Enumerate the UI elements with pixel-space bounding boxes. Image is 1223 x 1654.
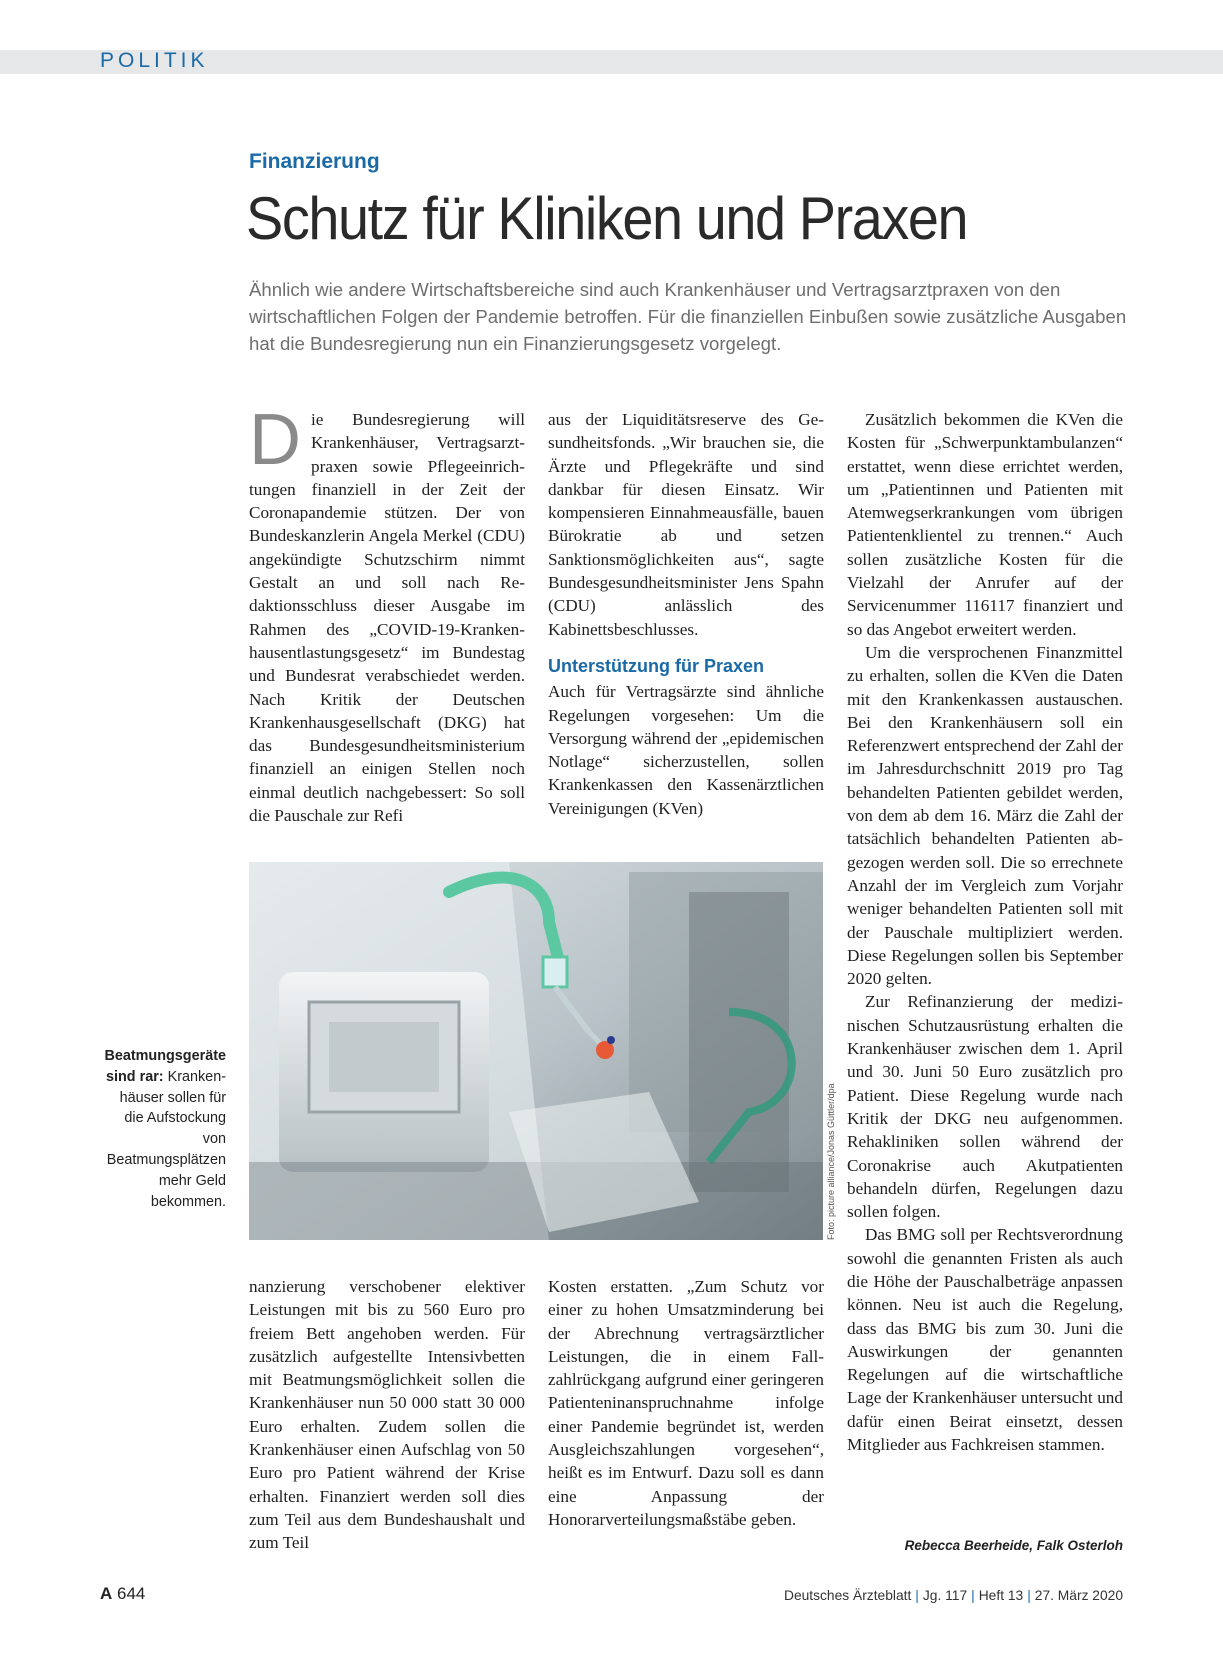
caption-text: Krankenhäuser sollen für die Aufstockung von Beatmungsplätzen mehr Geld bekommen. (106, 1068, 226, 1210)
column-3-paragraph: Zusätzlich bekommen die KVen die Kosten für „Schwerpunktambulanzen“ erstattet, wenn diese errichtet werden, um „Patientinnen und Patienten mit Atemwegserkrankungen vom übrigen Patientenklientel zu trennen.“ Auch sollen zusätzliche Kosten für die Vielzahl der Anrufer auf der Servicenummer 116117 finanziert und so das Angebot erweitert werden. (847, 410, 1123, 639)
footer-journal-info: Deutsches Ärzteblatt | Jg. 117 | Heft 13 | 27. März 2020 (783, 1588, 1123, 1603)
journal-volume: Jg. 117 (922, 1588, 968, 1603)
article-lead: Ähnlich wie andere Wirtschaftsbereiche sind auch Krankenhäuser und Vertragsarztpraxen von den wirtschaftlichen Folgen der Pandemie betroffen. Für die finanziellen Einbußen sowie zusätzliche Ausgaben hat die Bundesregierung nun ein Finanzierungsgesetz vorgelegt. (249, 279, 1127, 354)
article-kicker: Finanzierung (249, 150, 380, 173)
column-1-bottom-text: nanzierung verschobener elektiver Leistungen mit bis zu 560 Euro pro freiem Bett angehoben werden. Für zusätzlich aufgestellte Intensivbetten mit Beatmungsmöglichkeit sollen die Krankenhäuser nun 50 000 statt 30 000 Euro erhalten. Zudem sollen die Krankenhäuser einen Aufschlag von 50 Euro pro Patient während der Krise erhalten. Finanziert werden soll dies zum Teil aus dem Bundeshaushalt und zum Teil (249, 1277, 525, 1553)
photo-caption (100, 1046, 226, 1212)
column-2-top-text: aus der Liquiditätsreserve des Gesundheitsfonds. „Wir brauchen sie, die Ärzte und Pflegekräfte und sind dankbar für diesen Einsatz. Wir kompensieren Einnahmeausfälle, bauen Bürokratie ab und setzen Sanktionsmöglichkeiten aus“, sagte Bundesgesundheitsminister Jens Spahn (CDU) anlässlich des Kabinettsbeschlusses. (548, 410, 824, 639)
caption-bold: Beatmungsgeräte sind rar: (104, 1048, 226, 1085)
photo-credit: Foto: picture alliance/Jonas Güttler/dpa (826, 1083, 836, 1240)
article-headline: Schutz für Kliniken und Praxen (246, 185, 968, 252)
column-2-bottom (548, 1275, 824, 1531)
column-3-paragraph: Um die versprochenen Finanzmittel zu erhalten, sollen die KVen die Daten mit den Krankenkassen austauschen. Bei den Krankenhäusern soll ein Referenzwert entsprechend der Zahl der im Jahresdurchschnitt 2019 pro Tag behandelten Patienten gebildet werden, von dem ab dem 16. März die Zahl der tatsächlich behandelten Patienten abgezogen werden soll. Die so errechnete Anzahl der im Vergleich zum Vorjahr weniger behandelten Patienten soll mit der Pauschale multipliziert werden. Diese Regelungen sollen bis September 2020 gelten. (847, 642, 1123, 989)
column-2-top (548, 408, 824, 828)
drop-cap: D (249, 400, 301, 480)
column-1-top (249, 400, 525, 828)
ventilator-photo (249, 862, 823, 1240)
article-authors: Rebecca Beerheide, Falk Osterloh (904, 1538, 1123, 1553)
column-3-paragraph: Das BMG soll per Rechtsverordnung sowohl die genannten Fristen als auch die Höhe der Pauschalbeträge anpassen können. Neu ist auch die Regelung, dass das BMG bis zum 30. Juni die Auswirkungen der genannten Regelungen auf die wirtschaftliche Lage der Krankenhäuser untersucht und dafür einen Beirat einsetzt, dessen Mitglieder aus Fachkreisen stammen. (847, 1225, 1123, 1455)
subheading: Unterstützung für Praxen (548, 655, 765, 676)
ventilator-illustration (249, 862, 823, 1240)
page-number-value: 644 (117, 1584, 146, 1603)
column-3-paragraph: Zur Refinanzierung der medizinischen Schutzausrüstung erhalten die Krankenhäuser zwischen dem 1. April und 30. Juni 50 Euro zusätzlich pro Patient. Diese Regelung wurde nach Kritik der DKG neu aufgenommen. Rehakliniken sollen während der Coronakrise auch Akutpatienten behandeln dürfen, Regelungen dazu sollen folgen. (847, 992, 1123, 1222)
column-2-bottom-text: Kosten erstatten. „Zum Schutz vor einer zu hohen Umsatzminderung bei der Abrechnung vertragsärztlicher Leistungen, die in einem Fallzahlrückgang aufgrund einer geringeren Patienteninanspruchnahme infolge einer Pandemie begründet ist, werden Ausgleichszahlungen vorgesehen“, heißt es im Entwurf. Dazu soll es dann eine Anpassung der Honorarverteilungsmaßstäbe geben. (548, 1277, 824, 1529)
journal-name: Deutsches Ärzteblatt (783, 1588, 912, 1603)
column-2-top-text-2: Auch für Vertragsärzte sind ähnliche Regelungen vorgesehen: Um die Versorgung während der „epidemischen Notlage“ sicherzustellen, sollen Krankenkassen den Kassenärztlichen Vereinigungen (KVen) (548, 682, 824, 818)
column-1-top-text: ie Bundesregierung will Krankenhäuser, Vertragsarztpraxen sowie Pflegeeinrichtungen finanziell in der Zeit der Coronapandemie stützen. Der von Bundeskanzlerin Angela Merkel (CDU) angekündigte Schutzschirm nimmt Gestalt an und soll nach Redaktionsschluss dieser Ausgabe im Rahmen des „COVID-19-Krankenhausentlastungsgesetz“ im Bundestag und Bundesrat verabschiedet werden. Nach Kritik der Deutschen Krankenhausgesellschaft (DKG) hat das Bundesgesundheitsministerium finanziell an einigen Stellen noch einmal deutlich nachgebessert: So soll die Pauschale zur Refi (249, 410, 525, 826)
column-3 (847, 408, 1123, 1538)
page-number (100, 1584, 145, 1604)
journal-date: 27. März 2020 (1034, 1588, 1123, 1603)
page-prefix: A (100, 1584, 113, 1603)
section-label: POLITIK (100, 49, 209, 72)
journal-issue: Heft 13 (978, 1588, 1024, 1603)
column-1-bottom (249, 1275, 525, 1555)
